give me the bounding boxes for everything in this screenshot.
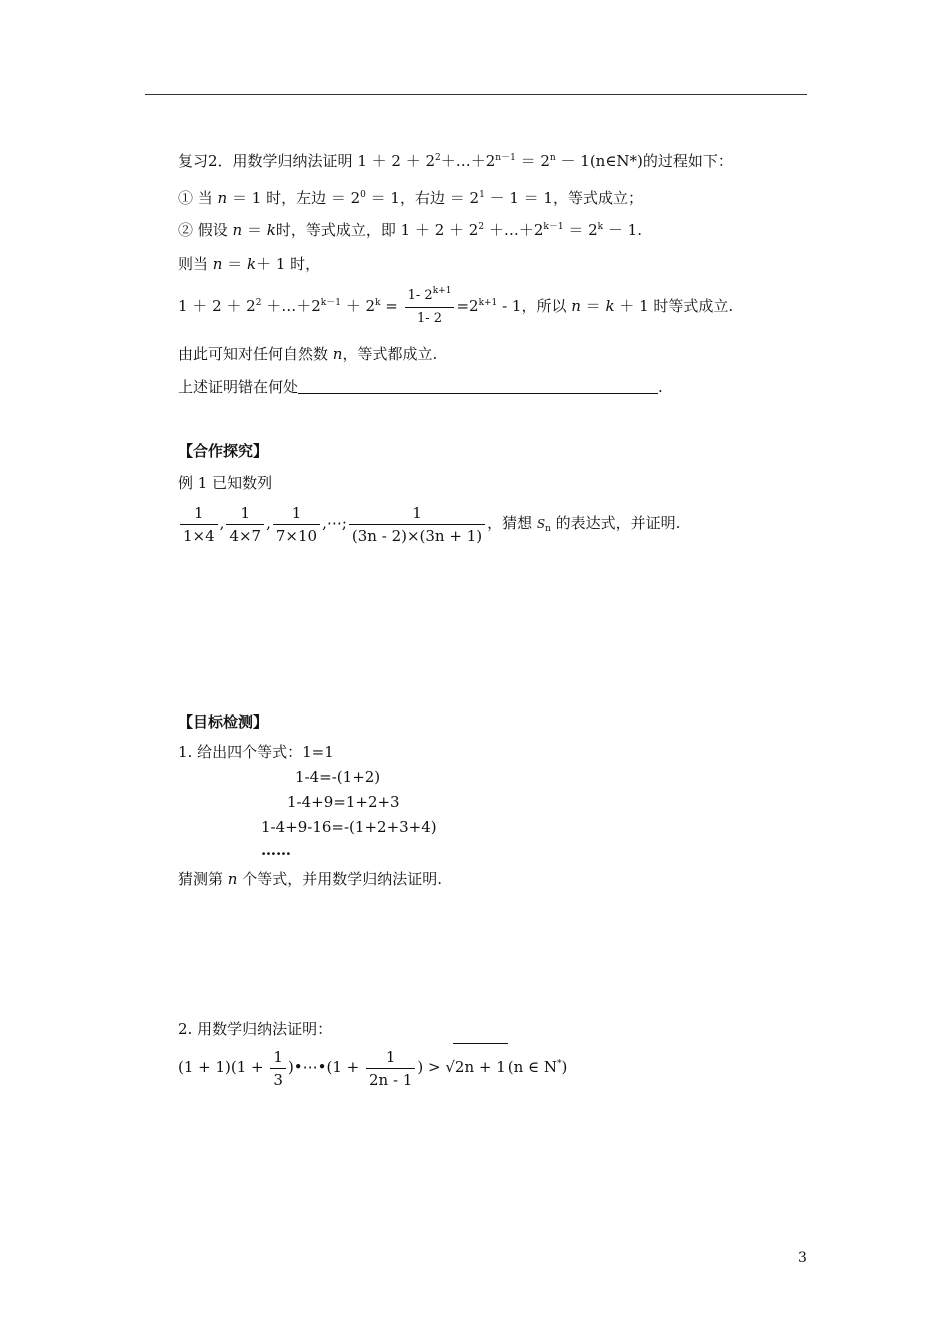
question2: 2. 用数学归纳法证明： — [178, 1020, 333, 1038]
exp: 2 — [435, 153, 441, 163]
exp: k－1 — [543, 222, 564, 232]
review2-step2 — [178, 220, 642, 240]
var-n: n — [232, 221, 243, 239]
text: ＝ 2 — [563, 221, 598, 239]
denominator: (3n - 2)×(3n + 1) — [351, 526, 483, 545]
text: ＝ — [222, 255, 247, 273]
text: ＋ 2 — [340, 297, 376, 315]
text: ＋…＋2 — [484, 221, 544, 239]
review2-step1 — [178, 188, 643, 208]
header-rule — [145, 94, 807, 95]
text: 则当 — [178, 255, 213, 273]
denominator: 2n - 1 — [369, 1070, 413, 1089]
text: ，猜想 — [487, 514, 537, 532]
fraction — [270, 1048, 286, 1089]
numerator: 1 — [366, 1048, 415, 1069]
exp: 1 — [479, 190, 485, 200]
question1: 1. 给出四个等式：1=1 — [178, 743, 334, 761]
text: , — [219, 514, 225, 532]
text: ＝ 2 — [515, 152, 550, 170]
numerator: 1 — [273, 504, 320, 525]
exp: k — [375, 298, 381, 308]
page-number: 3 — [798, 1250, 807, 1266]
review2-conclusion — [178, 344, 437, 364]
answer-blank[interactable] — [298, 379, 658, 394]
text: ，等式都成立. — [342, 345, 438, 363]
text: ① 当 — [178, 189, 218, 207]
text: ＋…＋2 — [261, 297, 321, 315]
exp: k－1 — [320, 298, 341, 308]
var-n: n — [571, 297, 581, 315]
text: 的表达式，并证明. — [550, 514, 681, 532]
text: 1- 2 — [407, 287, 433, 303]
subscript: n — [545, 524, 551, 534]
text: )•⋯•(1 + — [287, 1058, 365, 1076]
inequality: (1 + 1)(1 + $\frac{1}{3}$ )•⋯•(1 + $\frac{1}{2n - 1}$ ) > √2n + 1 (n ∈ N*) — [178, 1043, 567, 1090]
denominator: 1- 2 — [416, 310, 443, 326]
numerator — [405, 287, 455, 308]
text: ＋…＋2 — [440, 152, 496, 170]
text: ,⋯; — [322, 514, 347, 532]
text: 时，等式成立，即 1 ＋ 2 ＋ 2 — [275, 221, 479, 239]
text: ＝ 1，右边 ＝ 2 — [365, 189, 480, 207]
text: , — [266, 514, 271, 532]
equation-3: 1-4+9=1+2+3 — [287, 793, 400, 811]
text: 由此可知对任何自然数 — [178, 345, 333, 363]
text: 猜测第 — [178, 870, 224, 888]
numerator: 1 — [349, 504, 485, 525]
text: － 1. — [603, 221, 642, 239]
exp: n — [549, 153, 556, 163]
exp: k+1 — [432, 285, 452, 296]
ellipsis: …… — [261, 841, 291, 859]
fraction — [180, 504, 218, 545]
var-n: n — [227, 870, 238, 888]
text: 复习2．用数学归纳法证明 1 ＋ 2 ＋ 2 — [178, 152, 436, 170]
example1-sequence — [178, 500, 680, 547]
exp: 2 — [255, 298, 262, 308]
text: 1 ＋ 2 ＋ 2 — [178, 297, 256, 315]
var-n: n — [212, 255, 223, 273]
text: － 1 — [555, 152, 590, 170]
fraction — [273, 504, 320, 545]
review2-equation — [178, 285, 733, 328]
var-k: k — [266, 221, 276, 239]
var-s: S — [536, 517, 546, 531]
denominator: 7×10 — [275, 526, 318, 545]
review2-question — [178, 377, 663, 397]
var-n: n — [332, 345, 343, 363]
var-k: k — [605, 297, 615, 315]
text: ＝ 1 时，左边 ＝ 2 — [227, 189, 361, 207]
example1-label: 例 1 已知数列 — [178, 474, 273, 492]
equation-2: 1-4=-(1+2) — [295, 768, 381, 786]
exp: k — [597, 222, 604, 232]
denominator: 1×4 — [183, 526, 215, 545]
text: =2 — [456, 297, 479, 315]
text: ② 假设 — [178, 221, 233, 239]
text: . — [658, 378, 663, 396]
text: (n ∈ N — [507, 1058, 558, 1076]
text: ＋ 1 时， — [256, 255, 321, 273]
numerator: 1 — [180, 504, 218, 525]
denominator: 4×7 — [229, 526, 262, 545]
text: 个等式，并用数学归纳法证明. — [242, 870, 443, 888]
text: (1 + 1)(1 + — [178, 1058, 269, 1076]
text: 上述证明错在何处 — [178, 378, 299, 396]
var-k: k — [247, 255, 257, 273]
text: ＝ — [580, 297, 606, 315]
exp: 0 — [360, 190, 366, 200]
fraction — [405, 287, 455, 328]
coop-heading: 【合作探究】 — [178, 442, 269, 460]
text: = — [380, 297, 398, 315]
text: - 1，所以 — [497, 297, 572, 315]
exp: * — [557, 1059, 562, 1069]
fraction — [226, 504, 264, 545]
numerator: 1 — [226, 504, 264, 525]
text: ) — [561, 1058, 568, 1076]
fraction — [366, 1048, 415, 1089]
exp: k+1 — [478, 298, 498, 308]
text: － 1 ＝ 1，等式成立； — [484, 189, 643, 207]
guess-line — [178, 869, 442, 889]
sqrt-radicand: 2n + 1 — [453, 1043, 508, 1090]
var-n: n — [217, 189, 228, 207]
exp: 2 — [478, 222, 485, 232]
text: (n∈N*)的过程如下： — [589, 152, 733, 170]
exp: n－1 — [495, 153, 516, 163]
review2-then — [178, 254, 320, 274]
numerator: 1 — [270, 1048, 286, 1069]
fraction — [349, 504, 485, 545]
text: ) > — [417, 1058, 446, 1076]
equation-4: 1-4+9-16=-(1+2+3+4) — [261, 818, 437, 836]
text: ＋ 1 时等式成立. — [614, 297, 734, 315]
target-heading: 【目标检测】 — [178, 713, 269, 731]
review2-intro — [178, 151, 733, 171]
text: ＝ — [242, 221, 267, 239]
denominator: 3 — [273, 1070, 283, 1089]
